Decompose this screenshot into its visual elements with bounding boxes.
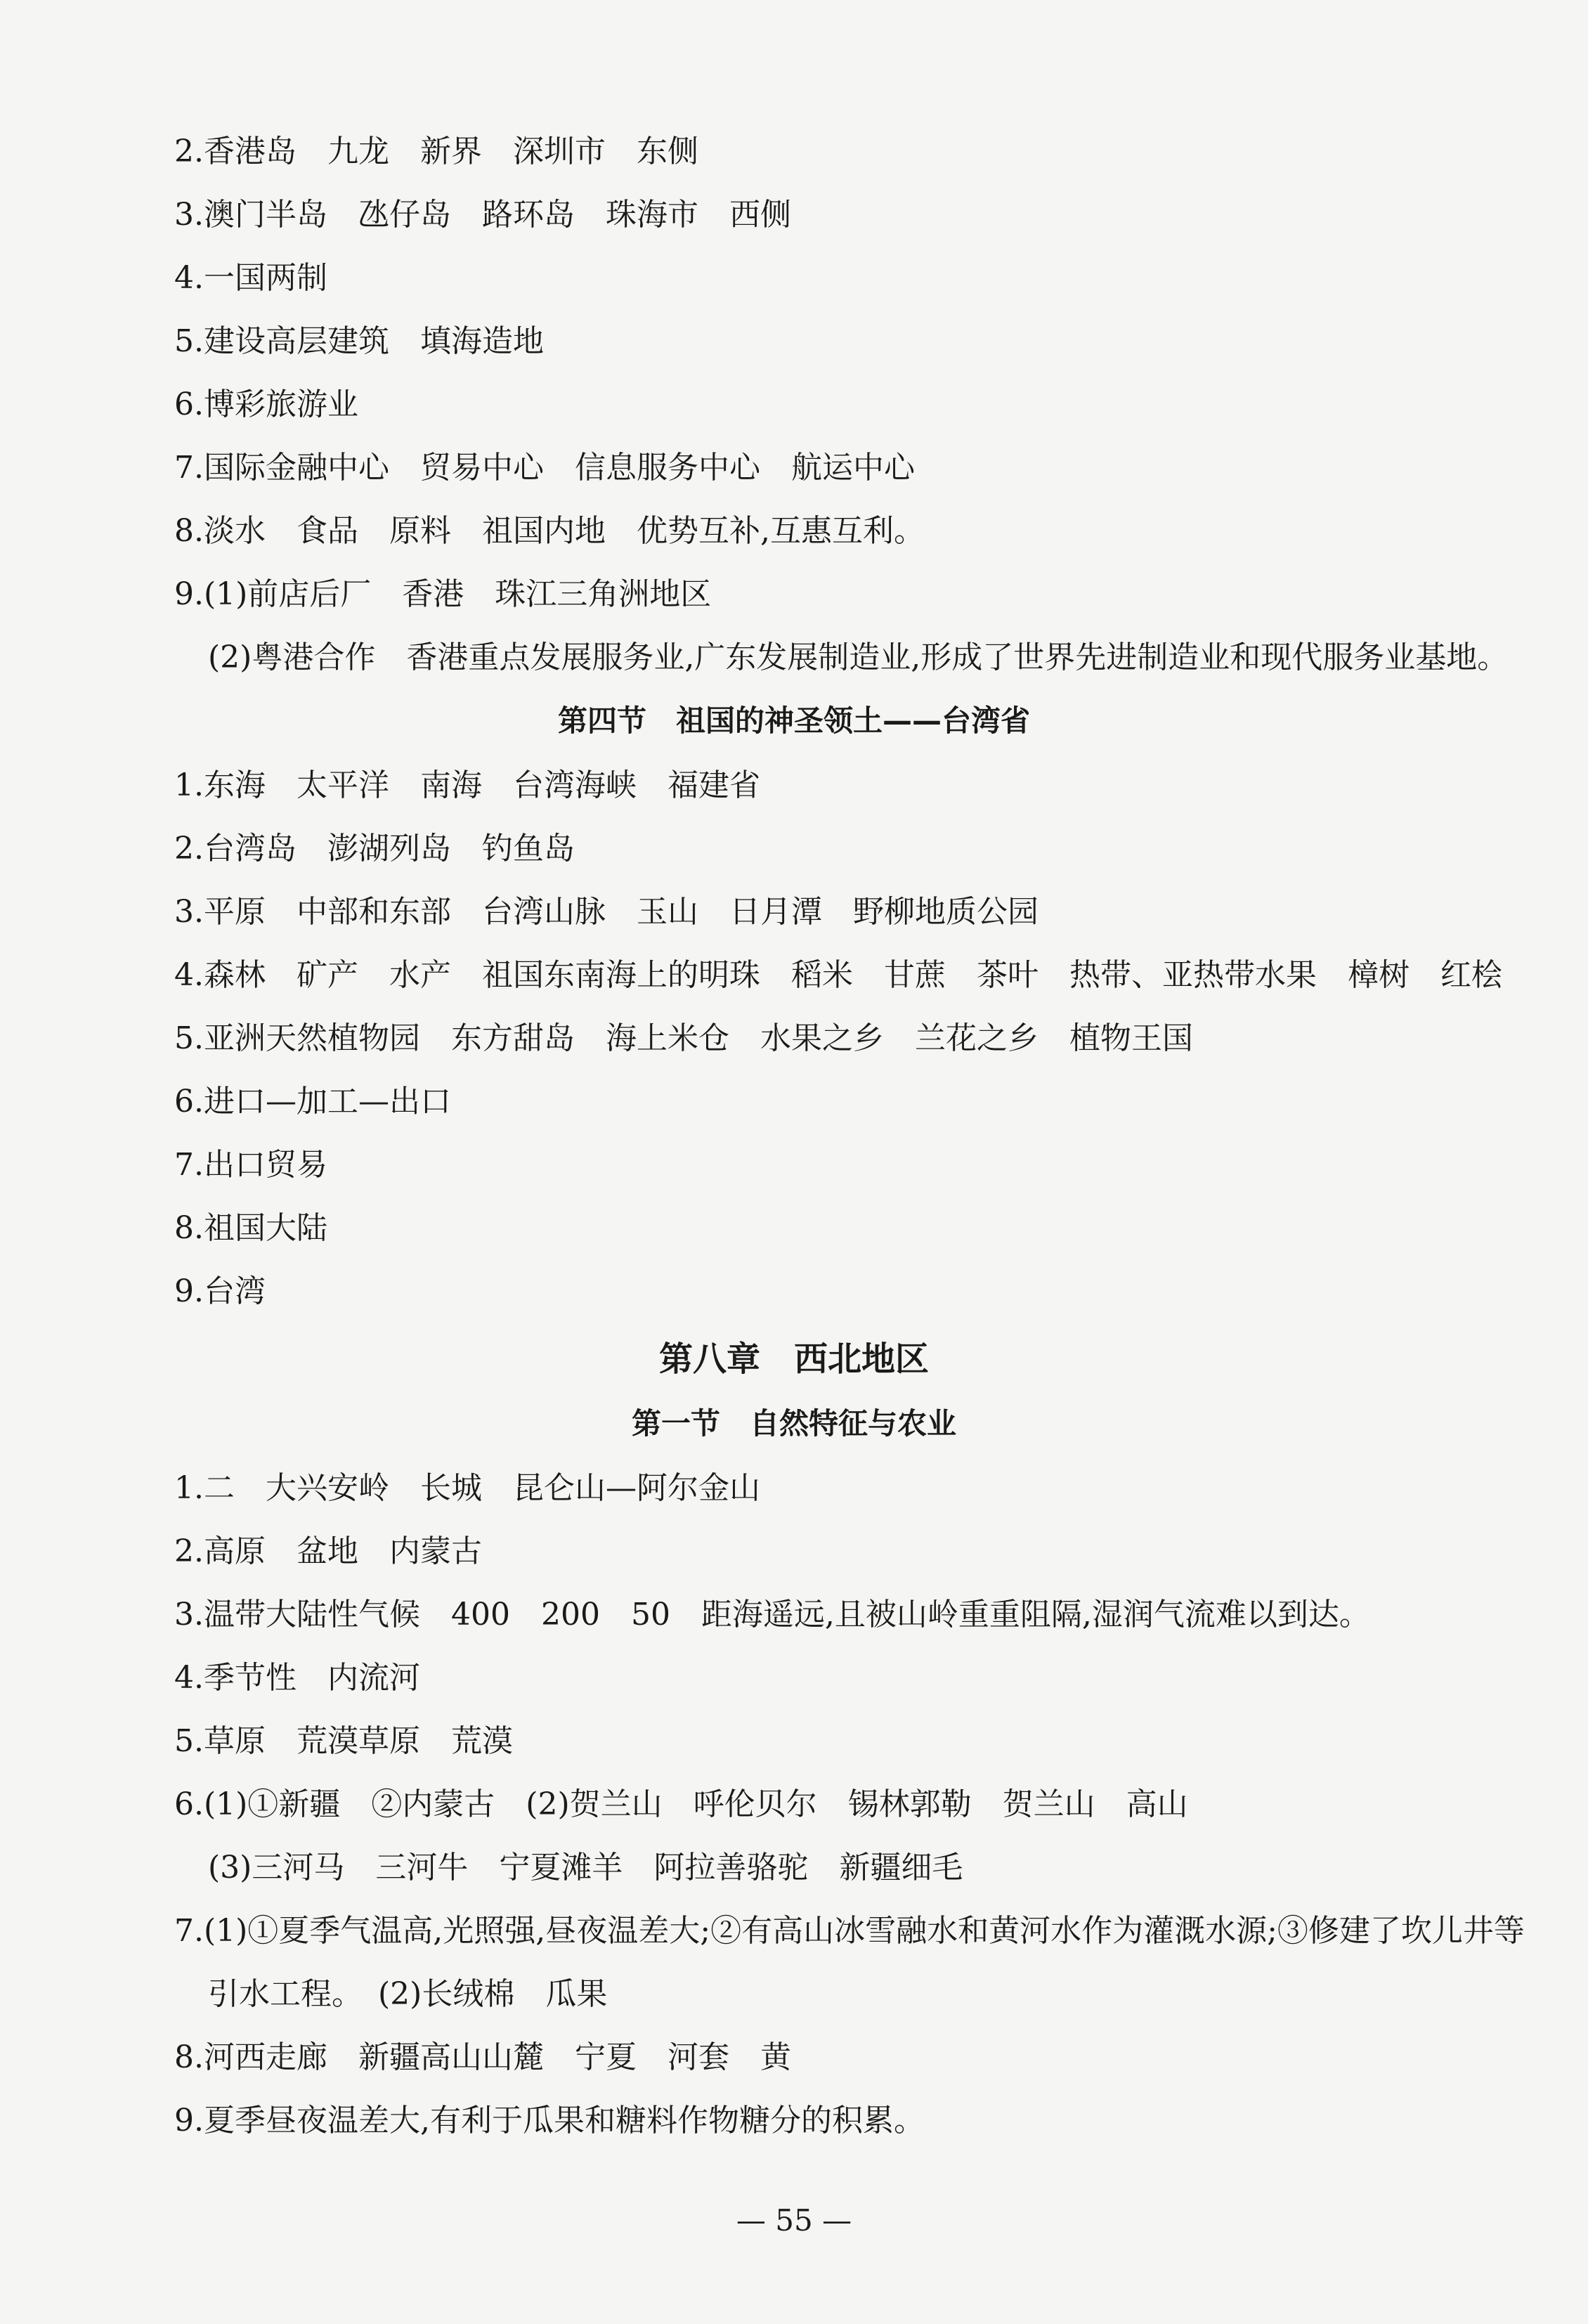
section-heading: 第四节 祖国的神圣领土——台湾省	[557, 703, 1030, 738]
answer-line: 9.台湾	[174, 1273, 266, 1309]
answer-line: 9.夏季昼夜温差大,有利于瓜果和糖料作物糖分的积累。	[174, 2103, 925, 2138]
answer-line: 2.台湾岛 澎湖列岛 钓鱼岛	[174, 831, 575, 866]
answer-line: 5.亚洲天然植物园 东方甜岛 海上米仓 水果之乡 兰花之乡 植物王国	[174, 1020, 1193, 1056]
answer-line: 4.森林 矿产 水产 祖国东南海上的明珠 稻米 甘蔗 茶叶 热带、亚热带水果 樟树 红桧	[174, 957, 1502, 993]
answer-line: (2)粤港合作 香港重点发展服务业,广东发展制造业,形成了世界先进制造业和现代服务业基地。	[208, 640, 1509, 675]
answer-line: 3.澳门半岛 氹仔岛 路环岛 珠海市 西侧	[174, 197, 791, 233]
answer-line: 5.草原 荒漠草原 荒漠	[174, 1723, 513, 1759]
answer-line: 4.一国两制	[174, 260, 327, 296]
page-number: — 55 —	[736, 2203, 852, 2238]
answer-line: 2.香港岛 九龙 新界 深圳市 东侧	[174, 134, 698, 169]
answer-line: 2.高原 盆地 内蒙古	[174, 1533, 482, 1569]
chapter-title: 第八章 西北地区	[658, 1339, 929, 1379]
answer-line: 7.国际金融中心 贸易中心 信息服务中心 航运中心	[174, 450, 915, 486]
answer-line: 5.建设高层建筑 填海造地	[174, 323, 544, 359]
answer-line: 6.博彩旅游业	[174, 387, 358, 422]
answer-line: 9.(1)前店后厂 香港 珠江三角洲地区	[174, 576, 712, 612]
answer-line: 6.进口—加工—出口	[174, 1084, 451, 1119]
answer-line: 6.(1)①新疆 ②内蒙古 (2)贺兰山 呼伦贝尔 锡林郭勒 贺兰山 高山	[174, 1786, 1188, 1822]
answer-line: 7.(1)①夏季气温高,光照强,昼夜温差大;②有高山冰雪融水和黄河水作为灌溉水源;③修建了坎儿井等	[174, 1913, 1525, 1949]
section-heading: 第一节 自然特征与农业	[631, 1406, 956, 1441]
answer-line: 8.河西走廊 新疆高山山麓 宁夏 河套 黄	[174, 2039, 791, 2075]
answer-line: 3.平原 中部和东部 台湾山脉 玉山 日月潭 野柳地质公园	[174, 894, 1039, 930]
answer-line: 8.淡水 食品 原料 祖国内地 优势互补,互惠互利。	[174, 513, 925, 549]
answer-line: 引水工程。 (2)长绒棉 瓜果	[208, 1976, 608, 2012]
answer-line: 8.祖国大陆	[174, 1210, 327, 1246]
answer-line: 7.出口贸易	[174, 1147, 327, 1183]
answer-line: 3.温带大陆性气候 400 200 50 距海遥远,且被山岭重重阻隔,湿润气流难以到达。	[174, 1597, 1370, 1632]
answer-line: 1.二 大兴安岭 长城 昆仑山—阿尔金山	[174, 1470, 760, 1506]
answer-line: 4.季节性 内流河	[174, 1660, 420, 1696]
answer-line: (3)三河马 三河牛 宁夏滩羊 阿拉善骆驼 新疆细毛	[208, 1850, 963, 1885]
answer-line: 1.东海 太平洋 南海 台湾海峡 福建省	[174, 767, 760, 803]
